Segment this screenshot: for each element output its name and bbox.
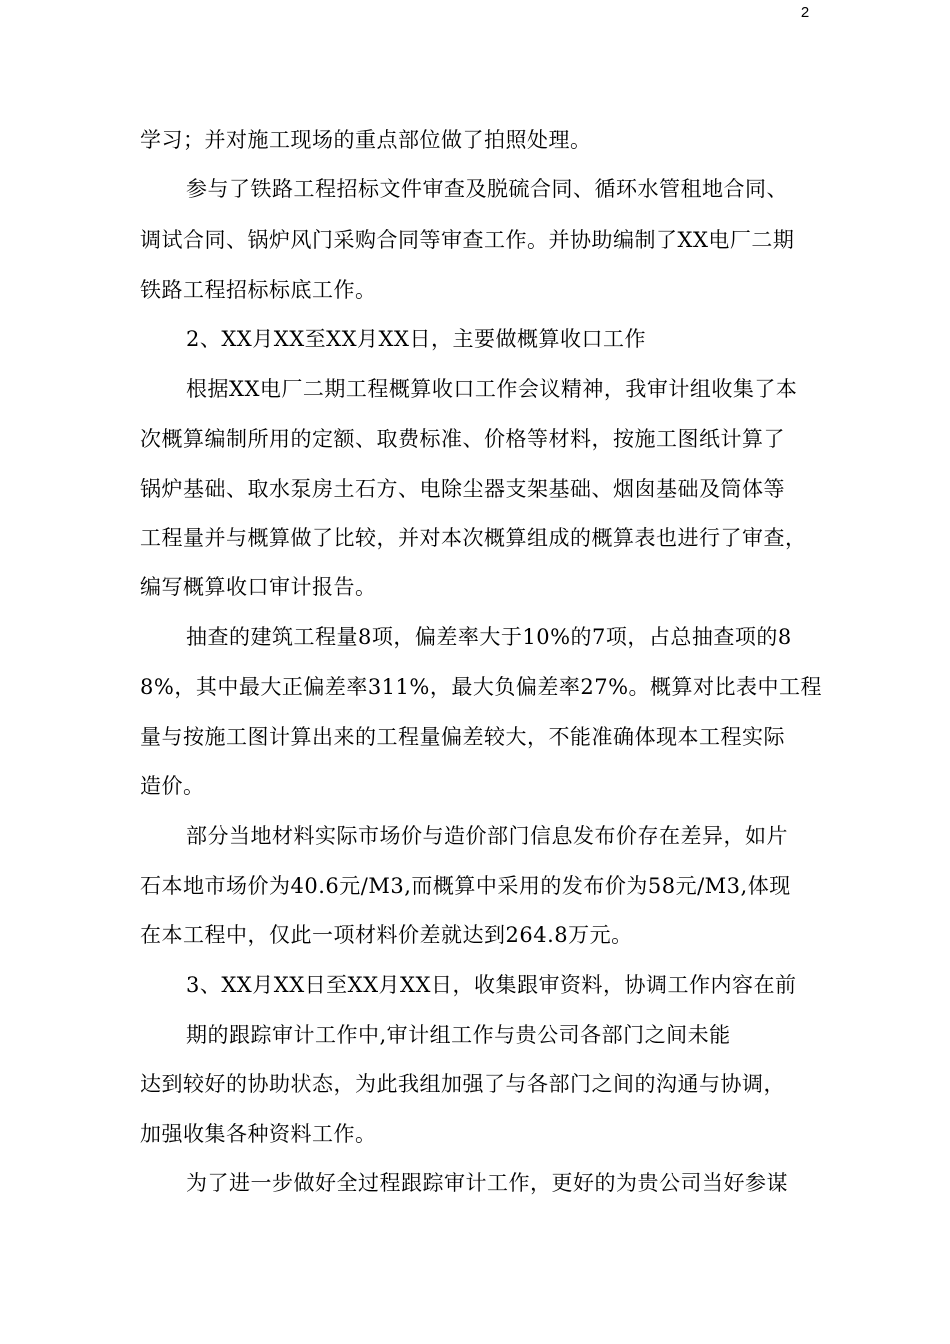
text-line: 编写概算收口审计报告。 [140,575,377,599]
text-line: 量与按施工图计算出来的工程量偏差较大，不能准确体现本工程实际 [140,725,785,749]
text-line: 锅炉基础、取水泵房土石方、电除尘器支架基础、烟囱基础及筒体等 [140,477,785,501]
text-line: 学习；并对施工现场的重点部位做了拍照处理。 [140,128,592,152]
text-line: 部分当地材料实际市场价与造价部门信息发布价存在差异，如片 [186,824,788,848]
text-line: 3、XX月XX日至XX月XX日，收集跟审资料，协调工作内容在前 [186,973,797,997]
text-line: 调试合同、锅炉风门采购合同等审查工作。并协助编制了XX电厂二期 [140,228,795,252]
text-line: 达到较好的协助状态，为此我组加强了与各部门之间的沟通与协调， [140,1072,785,1096]
text-line: 为了进一步做好全过程跟踪审计工作，更好的为贵公司当好参谋 [186,1171,788,1195]
text-line: 加强收集各种资料工作。 [140,1122,377,1146]
text-line: 造价。 [140,774,205,798]
text-line: 2、XX月XX至XX月XX日，主要做概算收口工作 [186,327,646,351]
text-line: 8%，其中最大正偏差率311%，最大负偏差率27%。概算对比表中工程 [140,675,823,699]
text-line: 工程量并与概算做了比较，并对本次概算组成的概算表也进行了审查， [140,526,807,550]
text-line: 在本工程中，仅此一项材料价差就达到264.8万元。 [140,923,633,947]
text-line: 期的跟踪审计工作中,审计组工作与贵公司各部门之间未能 [186,1023,731,1047]
text-line: 抽查的建筑工程量8项，偏差率大于10%的7项，占总抽查项的8 [186,625,792,649]
page-number: 2 [800,4,810,21]
text-line: 根据XX电厂二期工程概算收口工作会议精神，我审计组收集了本 [186,377,798,401]
text-line: 铁路工程招标标底工作。 [140,278,377,302]
text-line: 次概算编制所用的定额、取费标准、价格等材料，按施工图纸计算了 [140,427,785,451]
text-line: 参与了铁路工程招标文件审查及脱硫合同、循环水管租地合同、 [186,177,788,201]
text-line: 石本地市场价为40.6元/M3,而概算中采用的发布价为58元/M3,体现 [140,874,791,898]
